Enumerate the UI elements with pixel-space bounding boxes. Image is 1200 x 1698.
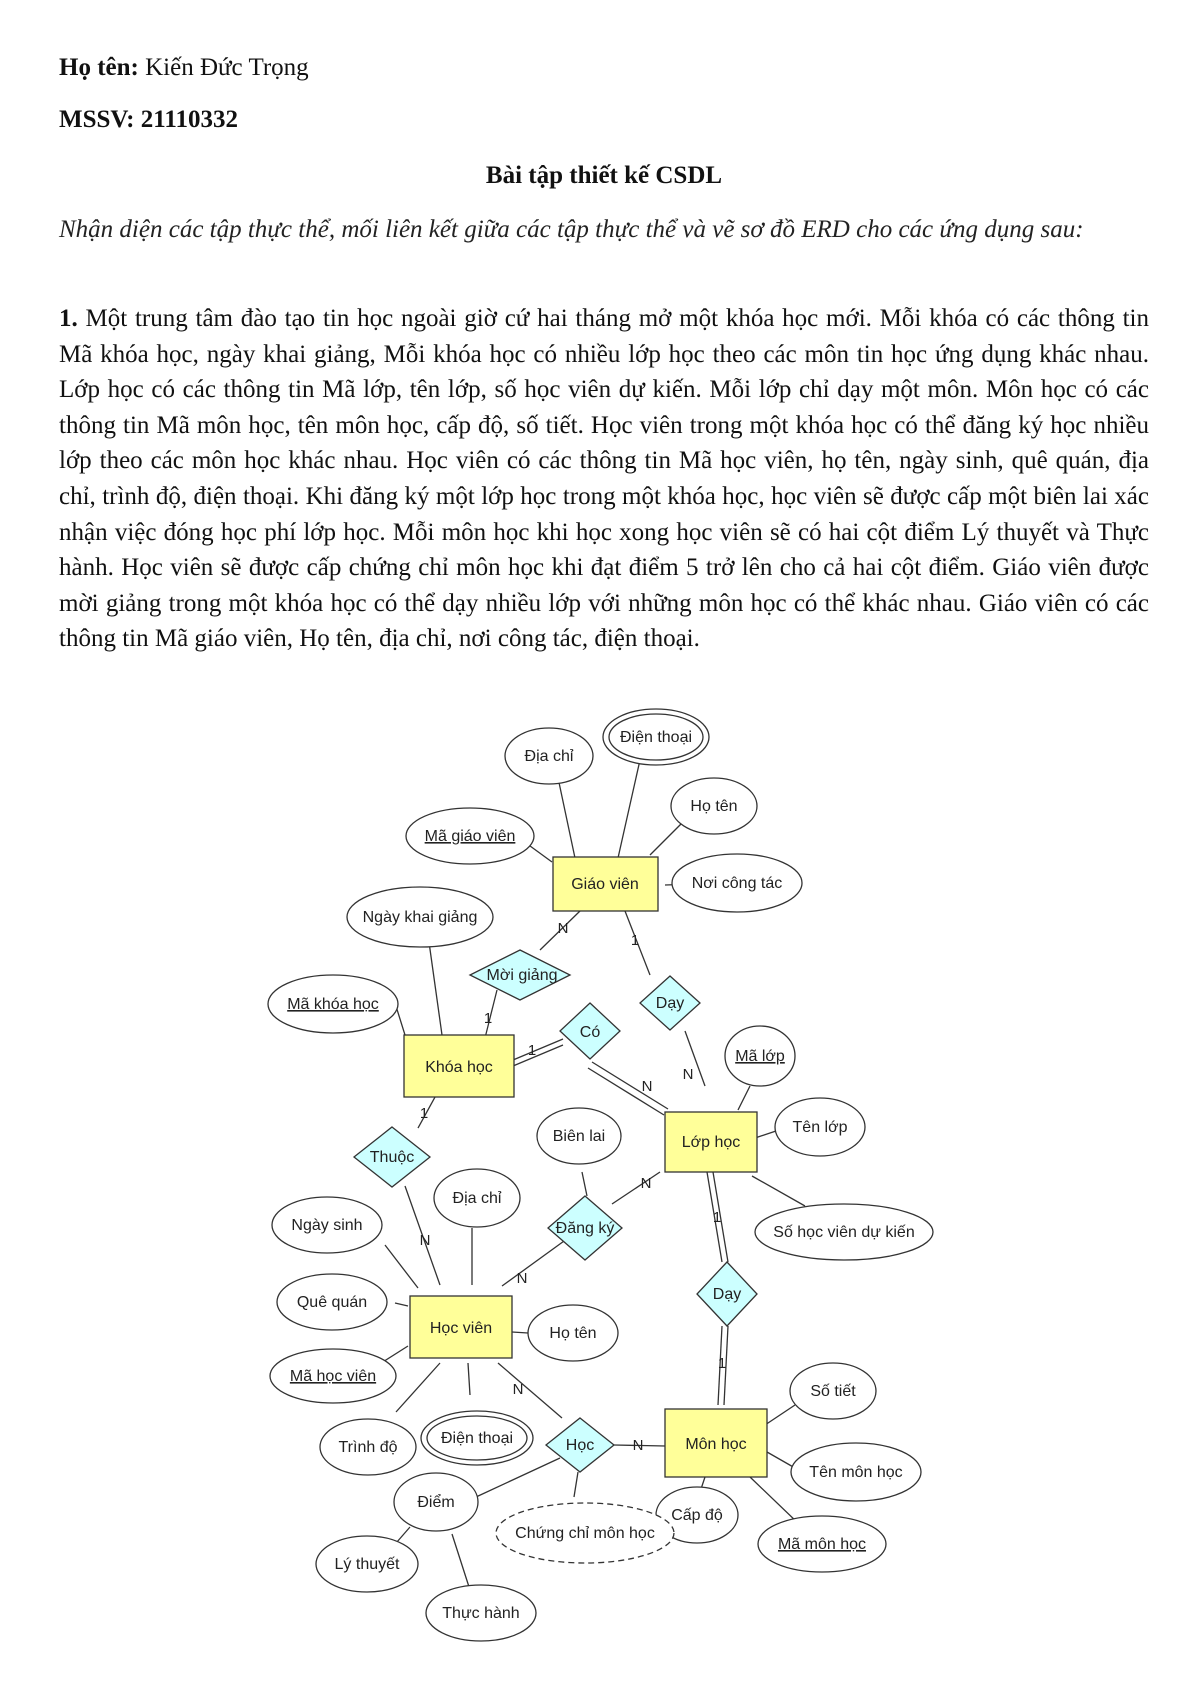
relationship-hoc-label: Học xyxy=(565,1437,595,1454)
attr-gv-dien-thoai-label: Điện thoại xyxy=(619,729,693,746)
relationship-moi-giang xyxy=(470,950,570,1000)
relationship-day-gv xyxy=(640,976,700,1030)
attr-lh-so-hv-label: Số học viên dự kiến xyxy=(773,1224,915,1241)
entity-giao-vien-label: Giáo viên xyxy=(571,876,639,893)
relationship-thuoc xyxy=(354,1127,430,1187)
attr-kh-ngay-khai-giang-label: Ngày khai giảng xyxy=(362,909,478,926)
entity-hoc-vien xyxy=(410,1296,512,1358)
entity-giao-vien xyxy=(553,857,658,911)
entity-lop-hoc-label: Lớp học xyxy=(681,1134,741,1151)
relationship-hoc xyxy=(546,1418,614,1472)
card-lh-day: 1 xyxy=(712,1209,722,1226)
problem-text: Một trung tâm đào tạo tin học ngoài giờ cứ hai tháng mở một khóa học mới. Mỗi khóa có các thông tin Mã khóa học, ngày khai giảng, Mỗi khóa học có nhiều lớp học theo các môn tin học ứng dụng khác nhau. Lớp học có các thông tin Mã lớp, tên lớp, số học viên dự kiến. Mỗi lớp chỉ dạy một môn. Môn học có các thông tin Mã môn học, tên môn học, cấp độ, số tiết. Học viên trong một khóa học có thể đăng ký học nhiều lớp theo các môn học khác nhau. Học viên có các thông tin Mã học viên, họ tên, ngày sinh, quê quán, địa chỉ, trình độ, điện thoại. Khi đăng ký một lớp học trong một khóa học, học viên sẽ được cấp một biên lai xác nhận việc đóng học phí lớp học. Mỗi môn học khi học xong học viên sẽ có hai cột điểm Lý thuyết và Thực hành. Học viên sẽ được cấp chứng chỉ môn học khi đạt điểm 5 trở lên cho cả hai cột điểm. Giáo viên được mời giảng trong một khóa học có thể dạy nhiều lớp với những môn học có thể khác nhau. Giáo viên có các thông tin Mã giáo viên, Họ tên, địa chỉ, nơi công tác, điện thoại. xyxy=(59,305,1150,653)
attr-hv-dien-thoai-label: Điện thoại xyxy=(440,1430,514,1447)
relationship-day-lop xyxy=(697,1262,757,1326)
entity-khoa-hoc xyxy=(404,1035,514,1097)
relationship-co-label: Có xyxy=(579,1024,601,1041)
card-kh-thuoc: 1 xyxy=(419,1105,429,1122)
card-gv-day: 1 xyxy=(630,932,640,949)
attr-mh-ten-label: Tên môn học xyxy=(809,1464,903,1481)
relationship-dang-ky-label: Đăng ký xyxy=(555,1220,615,1237)
entity-khoa-hoc-label: Khóa học xyxy=(425,1059,493,1076)
attr-lh-ten-label: Tên lớp xyxy=(792,1119,848,1136)
relationship-dang-ky xyxy=(548,1196,622,1260)
attr-diem-ly-thuyet-label: Lý thuyết xyxy=(334,1556,400,1573)
relationship-moi-giang-label: Mời giảng xyxy=(486,967,558,984)
relationship-day-lop-label: Dạy xyxy=(712,1286,742,1303)
card-moi-giang-kh: 1 xyxy=(483,1010,493,1027)
entity-mon-hoc xyxy=(665,1409,767,1477)
card-thuoc-hv: N xyxy=(419,1232,431,1249)
attr-gv-ho-ten-label: Họ tên xyxy=(690,798,738,815)
card-lh-dang-ky: N xyxy=(640,1175,652,1192)
attr-hv-ho-ten-label: Họ tên xyxy=(549,1325,597,1342)
card-kh-co: 1 xyxy=(527,1042,537,1059)
attr-mh-cap-do-label: Cấp độ xyxy=(671,1507,723,1524)
attr-hv-que-quan-label: Quê quán xyxy=(296,1294,368,1311)
card-co-lh: N xyxy=(641,1078,653,1095)
relationship-thuoc-label: Thuộc xyxy=(369,1149,415,1166)
entity-lop-hoc xyxy=(665,1112,757,1172)
problem-number: 1. xyxy=(59,305,78,332)
attr-kh-ma-label: Mã khóa học xyxy=(287,996,379,1013)
attr-mh-ma-label: Mã môn học xyxy=(777,1536,867,1553)
card-hoc-mh: N xyxy=(632,1437,644,1454)
student-id: 21110332 xyxy=(140,106,238,133)
entity-hoc-vien-label: Học viên xyxy=(429,1320,493,1337)
entity-mon-hoc-label: Môn học xyxy=(685,1436,747,1453)
attr-hv-ngay-sinh-label: Ngày sinh xyxy=(291,1217,363,1234)
id-label: MSSV: xyxy=(59,106,135,133)
attr-gv-dia-chi-label: Địa chỉ xyxy=(524,748,574,765)
attr-mh-so-tiet-label: Số tiết xyxy=(810,1383,856,1400)
attr-hv-dia-chi-label: Địa chỉ xyxy=(452,1190,502,1207)
instruction: Nhận diện các tập thực thể, mối liên kết giữa các tập thực thể và vẽ sơ đồ ERD cho các ứng dụng sau: xyxy=(59,216,1084,243)
card-day-mh: 1 xyxy=(717,1355,727,1372)
card-hv-hoc: N xyxy=(512,1381,524,1398)
card-dang-ky-hv: N xyxy=(516,1270,528,1287)
card-gv-moi-giang: N xyxy=(557,920,569,937)
attr-gv-noi-cong-tac-label: Nơi công tác xyxy=(691,875,783,892)
relationship-day-gv-label: Dạy xyxy=(655,995,685,1012)
student-name: Kiến Đức Trọng xyxy=(145,54,309,81)
name-label: Họ tên: xyxy=(59,54,139,81)
attr-diem-thuc-hanh-label: Thực hành xyxy=(442,1605,520,1622)
attr-hoc-diem-label: Điểm xyxy=(417,1494,455,1511)
page-title: Bài tập thiết kế CSDL xyxy=(485,162,723,189)
attr-lh-ma-label: Mã lớp xyxy=(735,1048,785,1065)
attr-dk-bien-lai-label: Biên lai xyxy=(552,1128,606,1145)
attr-gv-ma-label: Mã giáo viên xyxy=(424,828,516,845)
attr-hv-ma-label: Mã học viên xyxy=(289,1368,377,1385)
attr-hoc-chung-chi-label: Chứng chỉ môn học xyxy=(515,1525,655,1542)
card-day-lh: N xyxy=(682,1066,694,1083)
relationship-co xyxy=(560,1003,620,1059)
attr-hv-trinh-do-label: Trình độ xyxy=(338,1439,398,1456)
